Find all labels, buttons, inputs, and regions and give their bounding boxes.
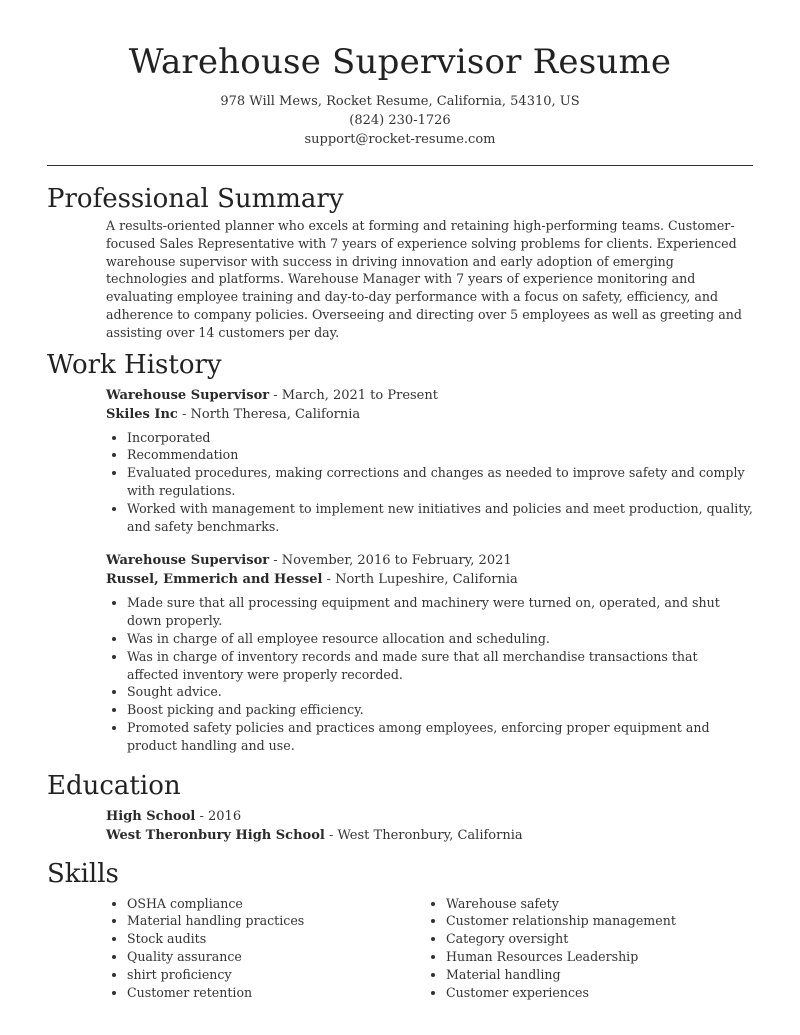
job-dates: November, 2016 to February, 2021 — [281, 553, 512, 569]
job-role-line — [106, 386, 753, 405]
separator: - — [324, 827, 338, 843]
contact-phone: (824) 230-1726 — [349, 113, 451, 128]
education-school: West Theronbury High School — [106, 827, 325, 843]
list-item: • Quality assurance — [127, 948, 425, 966]
job-bullets — [106, 594, 753, 754]
list-item: • Made sure that all processing equipment and machinery were turned on, operated, and shut down properly. — [127, 594, 753, 630]
list-item: • Recommendation — [127, 446, 753, 464]
resume-title: Warehouse Supervisor Resume — [128, 42, 672, 82]
separator: - — [177, 406, 191, 422]
header-divider — [47, 165, 753, 166]
skills-column-right — [425, 895, 744, 1002]
list-item: • Evaluated procedures, making corrections and changes as needed to improve safety and comply with regulations. — [127, 464, 753, 500]
job-entry — [106, 551, 753, 754]
list-item: • Boost picking and packing efficiency. — [127, 701, 753, 719]
list-item: • Category oversight — [446, 930, 744, 948]
list-item: • Stock audits — [127, 930, 425, 948]
list-item: • Human Resources Leadership — [446, 948, 744, 966]
list-item: • Incorporated — [127, 429, 753, 447]
separator: - — [269, 553, 282, 569]
list-item: • Material handling — [446, 966, 744, 984]
list-item: • Warehouse safety — [446, 895, 744, 913]
skills-section — [47, 895, 753, 1002]
list-item: • Was in charge of all employee resource allocation and scheduling. — [127, 630, 753, 648]
job-entry — [106, 386, 753, 536]
list-item: • Customer retention — [127, 984, 425, 1002]
list-item: • shirt proficiency — [127, 966, 425, 984]
separator: - — [322, 572, 336, 588]
education-degree-line — [106, 807, 753, 826]
summary-section — [47, 217, 753, 342]
skills-column-left — [106, 895, 425, 1002]
list-item: • Promoted safety policies and practices among employees, enforcing proper equipment and product handling and use. — [127, 719, 753, 755]
job-company-line — [106, 405, 753, 424]
skills-grid — [106, 895, 753, 1002]
education-section — [47, 807, 753, 845]
job-company-line — [106, 570, 753, 589]
education-degree: High School — [106, 808, 196, 824]
job-location: North Lupeshire, California — [335, 572, 518, 588]
separator: - — [269, 387, 282, 403]
separator: - — [195, 808, 208, 824]
summary-text: A results-oriented planner who excels at forming and retaining high-performing teams. Customer-focused Sales Representative with 7 years of experience solving problems for clients. Experienced warehouse supervisor with success in driving innovation and early adoption of emerging technologies and platforms. Warehouse Manager with 7 years of experience monitoring and evaluating employee training and day-to-day performance with a focus on safety, efficiency, and adherence to company policies. Overseeing and directing over 5 employees as well as greeting and assisting over 14 customers per day. — [106, 218, 742, 340]
work-history-heading: Work History — [47, 349, 222, 380]
contact-email: support@rocket-resume.com — [304, 132, 496, 147]
list-item: • OSHA compliance — [127, 895, 425, 913]
skills-list — [425, 895, 744, 1002]
job-dates: March, 2021 to Present — [281, 387, 438, 403]
list-item: • Worked with management to implement new initiatives and policies and meet production, quality, and safety benchmarks. — [127, 500, 753, 536]
list-item: • Material handling practices — [127, 912, 425, 930]
education-location: West Theronbury, California — [337, 827, 523, 843]
work-history-section — [47, 386, 753, 755]
summary-heading: Professional Summary — [47, 184, 344, 214]
contact-block — [47, 92, 753, 149]
job-location: North Theresa, California — [190, 406, 361, 422]
list-item: • Was in charge of inventory records and made sure that all merchandise transactions that affected inventory were properly recorded. — [127, 648, 753, 684]
job-role-line — [106, 551, 753, 570]
contact-address: 978 Will Mews, Rocket Resume, California, 54310, US — [220, 94, 580, 109]
job-bullets — [106, 429, 753, 536]
job-role: Warehouse Supervisor — [106, 387, 270, 403]
list-item: • Customer relationship management — [446, 912, 744, 930]
education-heading: Education — [47, 770, 181, 801]
education-school-line — [106, 826, 753, 845]
job-company: Skiles Inc — [106, 406, 178, 422]
education-year: 2016 — [208, 808, 242, 824]
list-item: • Customer experiences — [446, 984, 744, 1002]
job-role: Warehouse Supervisor — [106, 553, 270, 569]
skills-heading: Skills — [47, 858, 119, 889]
skills-list — [106, 895, 425, 1002]
list-item: • Sought advice. — [127, 683, 753, 701]
job-company: Russel, Emmerich and Hessel — [106, 572, 323, 588]
